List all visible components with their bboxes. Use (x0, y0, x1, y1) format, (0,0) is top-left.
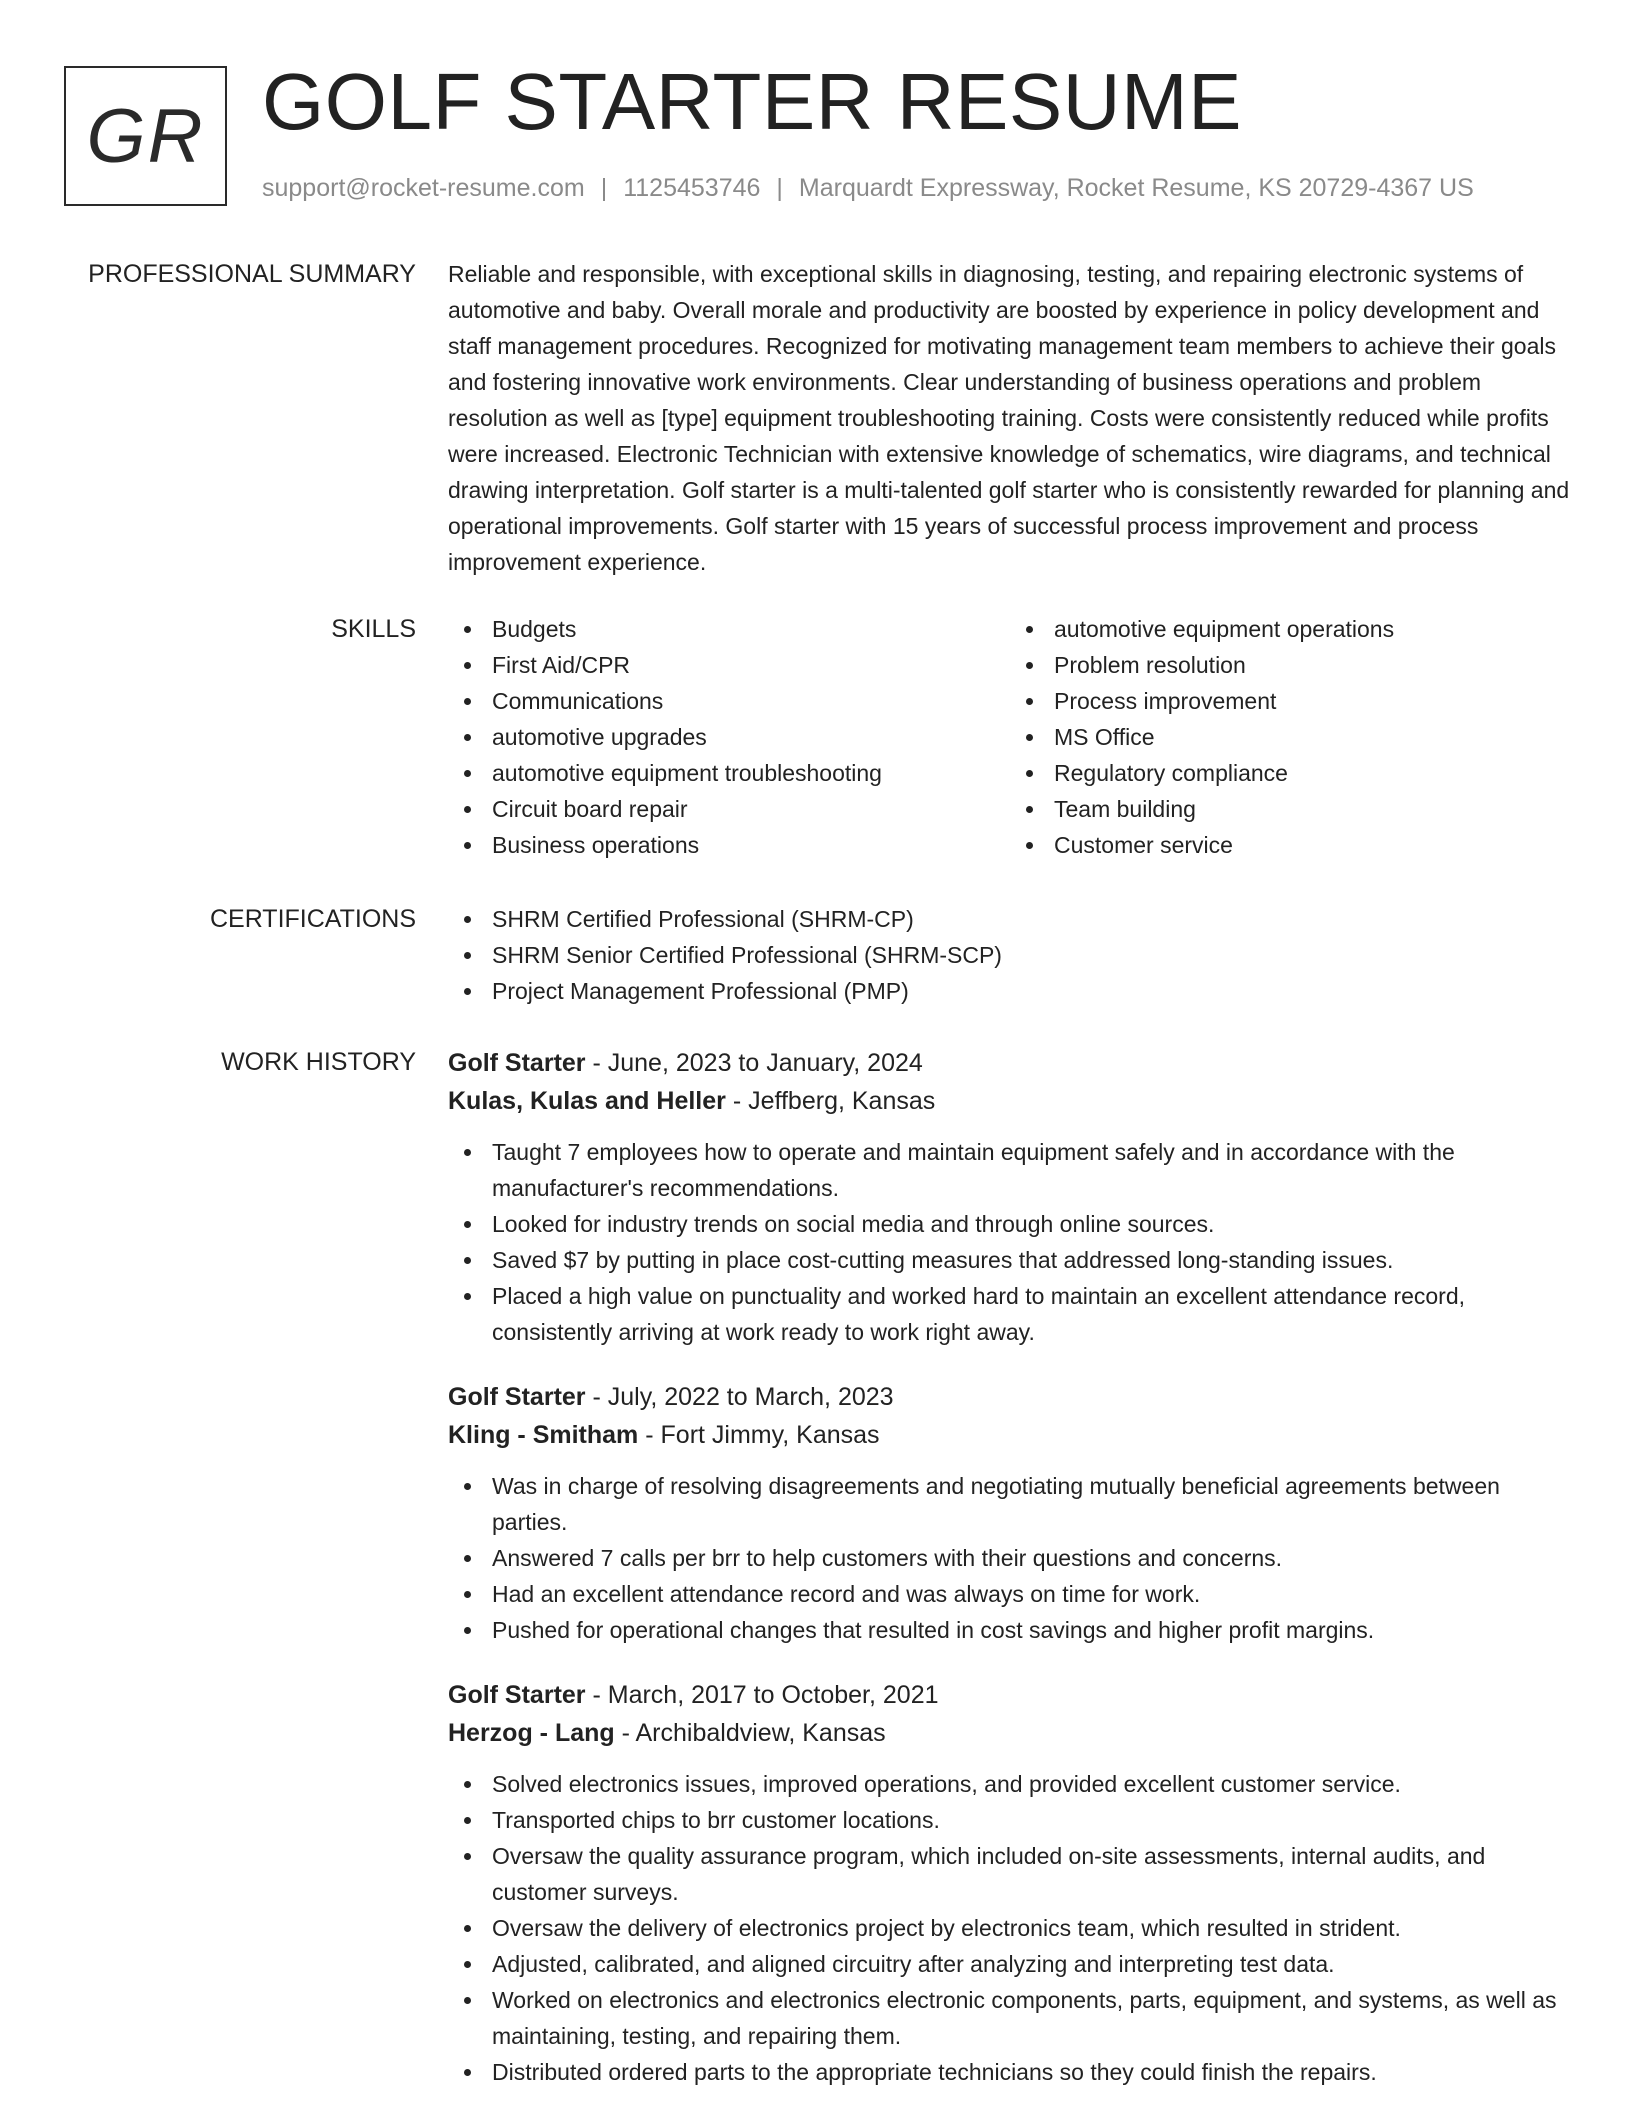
list-item: Answered 7 calls per brr to help customers with their questions and concerns. (492, 1540, 1572, 1576)
list-item: SHRM Certified Professional (SHRM-CP) (492, 901, 1572, 937)
list-item: SHRM Senior Certified Professional (SHRM-SCP) (492, 937, 1572, 973)
list-item: Problem resolution (1054, 647, 1572, 683)
job-company: Kling - Smitham (448, 1421, 639, 1449)
job-title: Golf Starter (448, 1049, 586, 1077)
list-item: Regulatory compliance (1054, 755, 1572, 791)
job-location: - Fort Jimmy, Kansas (638, 1421, 880, 1449)
section-body (448, 611, 1572, 863)
contact-line (262, 174, 1474, 203)
summary-text: Reliable and responsible, with exceptional skills in diagnosing, testing, and repairing electronic systems of automotive and baby. Overall morale and productivity are boosted by experience in policy development and staff management procedures. Recognized for motivating management team members to achieve their goals and fostering innovative work environments. Clear understanding of business operations and problem resolution as well as [type] equipment troubleshooting training. Costs were consistently reduced while profits were increased. Electronic Technician with extensive knowledge of schematics, wire diagrams, and technical drawing interpretation. Golf starter is a multi-talented golf starter who is consistently rewarded for planning and operational improvements. Golf starter with 15 years of successful process improvement and process improvement experience. (448, 261, 1570, 575)
contact-phone[interactable]: 1125453746 (623, 174, 761, 202)
list-item: Distributed ordered parts to the appropriate technicians so they could finish the repairs. (492, 2054, 1572, 2090)
list-item: MS Office (1054, 719, 1572, 755)
section-label: WORK HISTORY (221, 1048, 416, 1076)
contact-email[interactable]: support@rocket-resume.com (262, 174, 585, 202)
list-item: Pushed for operational changes that resulted in cost savings and higher profit margins. (492, 1612, 1572, 1648)
job-company-line (448, 1714, 1572, 1752)
certifications-list (448, 901, 1572, 1009)
contact-separator: | (600, 174, 608, 202)
list-item: automotive equipment operations (1054, 611, 1572, 647)
job-title-line (448, 1676, 1572, 1714)
list-item: Project Management Professional (PMP) (492, 973, 1572, 1009)
job-company-line (448, 1416, 1572, 1454)
list-item: Communications (492, 683, 1010, 719)
contact-separator: | (776, 174, 783, 202)
job-duties-list (448, 1468, 1572, 1648)
list-item: Oversaw the delivery of electronics project by electronics team, which resulted in strident. (492, 1910, 1572, 1946)
section-body (448, 1044, 1572, 2118)
job-location: - Archibaldview, Kansas (614, 1719, 886, 1747)
list-item: Adjusted, calibrated, and aligned circuitry after analyzing and interpreting test data. (492, 1946, 1572, 1982)
job-entry (448, 1676, 1572, 2090)
section-label: PROFESSIONAL SUMMARY (88, 260, 416, 288)
job-title: Golf Starter (448, 1681, 586, 1709)
job-company: Kulas, Kulas and Heller (448, 1087, 726, 1115)
job-dates: - July, 2022 to March, 2023 (585, 1383, 894, 1411)
job-location: - Jeffberg, Kansas (725, 1087, 936, 1115)
list-item: Placed a high value on punctuality and worked hard to maintain an excellent attendance record, consistently arriving at work ready to work right away. (492, 1278, 1572, 1350)
list-item: First Aid/CPR (492, 647, 1010, 683)
list-item: Solved electronics issues, improved operations, and provided excellent customer service. (492, 1766, 1572, 1802)
job-company: Herzog - Lang (448, 1719, 615, 1747)
job-duties-list (448, 1766, 1572, 2090)
job-dates: - June, 2023 to January, 2024 (585, 1049, 923, 1077)
list-item: Process improvement (1054, 683, 1572, 719)
resume-title: GOLF STARTER RESUME (262, 57, 1243, 146)
list-item: Customer service (1054, 827, 1572, 863)
list-item: Business operations (492, 827, 1010, 863)
job-company-line (448, 1082, 1572, 1120)
list-item: Taught 7 employees how to operate and maintain equipment safely and in accordance with the manufacturer's recommendations. (492, 1134, 1572, 1206)
contact-address: Marquardt Expressway, Rocket Resume, KS 20729-4367 US (798, 174, 1474, 202)
job-duties-list (448, 1134, 1572, 1350)
section-body (448, 901, 1572, 1009)
skills-columns (448, 611, 1572, 863)
job-title-line (448, 1378, 1572, 1416)
skills-list-left (448, 611, 1010, 863)
list-item: Circuit board repair (492, 791, 1010, 827)
job-dates: - March, 2017 to October, 2021 (585, 1681, 939, 1709)
monogram-initials: GR (86, 93, 205, 179)
list-item: automotive equipment troubleshooting (492, 755, 1010, 791)
monogram-box (64, 66, 227, 206)
list-item: Worked on electronics and electronics electronic components, parts, equipment, and systems, as well as maintaining, testing, and repairing them. (492, 1982, 1572, 2054)
job-title: Golf Starter (448, 1383, 586, 1411)
list-item: Was in charge of resolving disagreements and negotiating mutually beneficial agreements between parties. (492, 1468, 1572, 1540)
list-item: Had an excellent attendance record and was always on time for work. (492, 1576, 1572, 1612)
list-item: Team building (1054, 791, 1572, 827)
section-label: SKILLS (331, 615, 416, 643)
job-entry (448, 1044, 1572, 1350)
list-item: Transported chips to brr customer locations. (492, 1802, 1572, 1838)
list-item: Oversaw the quality assurance program, which included on-site assessments, internal audits, and customer surveys. (492, 1838, 1572, 1910)
section-label: CERTIFICATIONS (209, 905, 416, 933)
section-body (448, 256, 1572, 580)
list-item: Budgets (492, 611, 1010, 647)
list-item: Looked for industry trends on social media and through online sources. (492, 1206, 1572, 1242)
skills-list-right (1010, 611, 1572, 863)
job-entry (448, 1378, 1572, 1648)
list-item: automotive upgrades (492, 719, 1010, 755)
job-title-line (448, 1044, 1572, 1082)
list-item: Saved $7 by putting in place cost-cutting measures that addressed long-standing issues. (492, 1242, 1572, 1278)
